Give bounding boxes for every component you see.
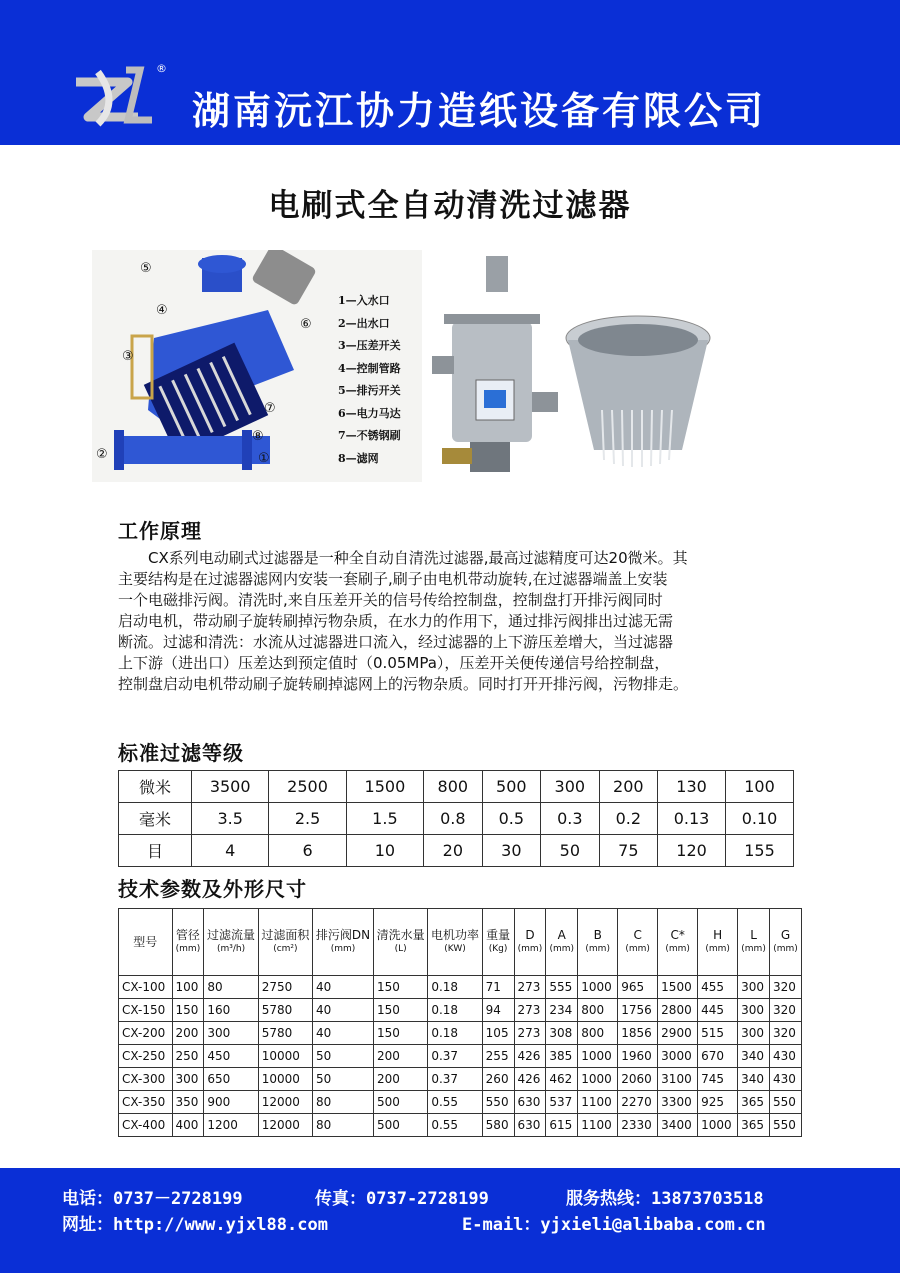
tech-column-header	[172, 909, 204, 976]
header-banner	[0, 0, 900, 145]
hotline-text: 服务热线：13873703518	[566, 1189, 764, 1209]
tech-cell: 160	[204, 999, 258, 1022]
tech-cell: 260	[482, 1068, 514, 1091]
tech-cell: 200	[172, 1022, 204, 1045]
tech-cell: 255	[482, 1045, 514, 1068]
tech-header-unit: (mm)	[517, 944, 543, 954]
tech-header-label: 电机功率	[430, 928, 479, 942]
tech-cell: 0.37	[428, 1045, 482, 1068]
grade-cell: 3500	[192, 771, 269, 803]
tech-cell: 450	[204, 1045, 258, 1068]
tech-header-label: 过滤流量	[207, 928, 256, 942]
tech-header-label: L	[750, 928, 757, 942]
tech-cell: 273	[514, 999, 546, 1022]
tech-cell: 50	[313, 1045, 374, 1068]
tech-cell: 426	[514, 1068, 546, 1091]
tech-cell: 5780	[258, 999, 312, 1022]
legend-item: 4—控制管路	[338, 361, 401, 375]
tech-column-header	[618, 909, 658, 976]
grade-row	[119, 803, 794, 835]
tech-cell: 150	[373, 976, 427, 999]
tech-column-header	[482, 909, 514, 976]
tech-cell: 0.18	[428, 1022, 482, 1045]
filter-product-photo	[432, 252, 562, 484]
tech-cell: 430	[769, 1045, 801, 1068]
tech-column-header	[658, 909, 698, 976]
tech-header-unit: (cm²)	[273, 944, 298, 954]
tech-cell: 650	[204, 1068, 258, 1091]
tech-cell: 2330	[618, 1114, 658, 1137]
tech-header-label: 过滤面积	[261, 928, 310, 942]
grades-heading: 标准过滤等级	[118, 741, 244, 765]
filter-screen-photo	[560, 310, 715, 482]
tech-cell: 1500	[658, 976, 698, 999]
principle-paragraph	[118, 548, 808, 695]
footer-banner	[0, 1168, 900, 1273]
tech-cell: 234	[546, 999, 578, 1022]
tech-cell: 320	[769, 999, 801, 1022]
grade-cell: 50	[541, 835, 600, 867]
tech-header-unit: (m³/h)	[216, 944, 246, 954]
tech-cell: 3000	[658, 1045, 698, 1068]
legend-item: 5—排污开关	[338, 384, 401, 397]
fax-text: 传真：0737-2728199	[315, 1189, 489, 1209]
tech-cell: 3100	[658, 1068, 698, 1091]
grade-cell: 0.5	[482, 803, 541, 835]
grade-cell: 0.2	[599, 803, 658, 835]
grade-cell: 800	[424, 771, 483, 803]
legend-item: 1—入水口	[338, 294, 390, 307]
tech-column-header	[258, 909, 312, 976]
tech-cell: 80	[204, 976, 258, 999]
website-link[interactable]: 网址：http://www.yjxl88.com	[62, 1215, 328, 1235]
tech-header-unit: (mm)	[175, 944, 201, 954]
grade-row	[119, 835, 794, 867]
model-cell: CX-300	[119, 1068, 173, 1091]
grade-cell: 0.13	[658, 803, 726, 835]
tech-header-unit: (mm)	[549, 944, 575, 954]
legend-item: 7—不锈钢刷	[338, 429, 401, 442]
grade-cell: 200	[599, 771, 658, 803]
tech-column-header	[428, 909, 482, 976]
tech-cell: 550	[769, 1091, 801, 1114]
grade-cell: 3.5	[192, 803, 269, 835]
tech-header-unit: (mm)	[330, 944, 356, 954]
tech-cell: 550	[482, 1091, 514, 1114]
grade-cell: 6	[269, 835, 346, 867]
tech-cell: 0.18	[428, 976, 482, 999]
tech-cell: 250	[172, 1045, 204, 1068]
tech-cell: 925	[698, 1091, 738, 1114]
tech-cell: 365	[738, 1091, 770, 1114]
tech-header-label: H	[713, 928, 723, 942]
grade-cell: 0.3	[541, 803, 600, 835]
tech-cell: 0.55	[428, 1091, 482, 1114]
tech-cell: 400	[172, 1114, 204, 1137]
tech-header-label: C*	[670, 928, 685, 942]
tech-column-header	[373, 909, 427, 976]
model-cell: CX-150	[119, 999, 173, 1022]
phone-text: 电话：0737－2728199	[62, 1189, 243, 1209]
grade-cell: 1500	[346, 771, 423, 803]
tech-cell: 200	[373, 1068, 427, 1091]
tech-cell: 40	[313, 976, 374, 999]
principle-line: CX系列电动刷式过滤器是一种全自动自清洗过滤器,最高过滤精度可达20微米。其	[148, 549, 688, 567]
tech-cell: 308	[546, 1022, 578, 1045]
diagram-legend	[338, 290, 401, 470]
grade-cell: 130	[658, 771, 726, 803]
tech-cell: 320	[769, 1022, 801, 1045]
grade-cell: 500	[482, 771, 541, 803]
tech-cell: 555	[546, 976, 578, 999]
tech-cell: 745	[698, 1068, 738, 1091]
grade-cell: 100	[726, 771, 794, 803]
tech-header-label: B	[593, 928, 602, 942]
tech-row	[119, 999, 802, 1022]
grade-cell: 155	[726, 835, 794, 867]
tech-cell: 300	[738, 976, 770, 999]
tech-row	[119, 1045, 802, 1068]
tech-cell: 94	[482, 999, 514, 1022]
tech-cell: 1960	[618, 1045, 658, 1068]
tech-cell: 1000	[578, 1045, 618, 1068]
tech-cell: 615	[546, 1114, 578, 1137]
page-title: 电刷式全自动清洗过滤器	[268, 188, 632, 224]
tech-cell: 40	[313, 1022, 374, 1045]
tech-cell: 300	[738, 1022, 770, 1045]
tech-cell: 1000	[578, 1068, 618, 1091]
tech-header-label: 型号	[133, 935, 158, 949]
tech-header-unit: (L)	[394, 944, 407, 954]
principle-line: 一个电磁排污阀。清洗时,来自压差开关的信号传给控制盘，控制盘打开排污阀同时	[118, 591, 663, 609]
tech-cell: 430	[769, 1068, 801, 1091]
grade-cell: 30	[482, 835, 541, 867]
email-link[interactable]: E-mail：yjxieli@alibaba.com.cn	[462, 1215, 766, 1235]
grade-cell: 10	[346, 835, 423, 867]
tech-cell: 100	[172, 976, 204, 999]
tech-cell: 965	[618, 976, 658, 999]
tech-header-label: C	[633, 928, 642, 942]
tech-cell: 0.18	[428, 999, 482, 1022]
tech-header-unit: (mm)	[665, 944, 690, 954]
tech-header-unit: (mm)	[741, 944, 766, 954]
model-cell: CX-400	[119, 1114, 173, 1137]
tech-cell: 300	[738, 999, 770, 1022]
tech-cell: 445	[698, 999, 738, 1022]
tech-column-header	[578, 909, 618, 976]
tech-column-header	[546, 909, 578, 976]
tech-cell: 365	[738, 1114, 770, 1137]
tech-row	[119, 1022, 802, 1045]
svg-text:⑧: ⑧	[252, 429, 264, 444]
tech-row	[119, 1091, 802, 1114]
tech-header-unit: (KW)	[444, 944, 466, 954]
tech-header-label: A	[557, 928, 566, 942]
tech-cell: 40	[313, 999, 374, 1022]
tech-row	[119, 1068, 802, 1091]
tech-header-unit: (Kg)	[488, 944, 508, 954]
grade-row-label: 微米	[119, 771, 192, 803]
tech-cell: 385	[546, 1045, 578, 1068]
tech-header-label: 清洗水量	[376, 928, 425, 942]
tech-cell: 300	[172, 1068, 204, 1091]
tech-cell: 320	[769, 976, 801, 999]
grade-row-label: 毫米	[119, 803, 192, 835]
tech-cell: 2270	[618, 1091, 658, 1114]
tech-cell: 10000	[258, 1068, 312, 1091]
registered-mark: ®	[156, 62, 167, 75]
tech-cell: 150	[373, 1022, 427, 1045]
tech-cell: 1100	[578, 1091, 618, 1114]
tech-cell: 12000	[258, 1091, 312, 1114]
tech-cell: 426	[514, 1045, 546, 1068]
tech-spec-table	[118, 908, 802, 1137]
tech-cell: 1200	[204, 1114, 258, 1137]
svg-text:②: ②	[96, 447, 108, 462]
tech-cell: 462	[546, 1068, 578, 1091]
tech-cell: 0.37	[428, 1068, 482, 1091]
principle-line: 启动电机，带动刷子旋转刷掉污物杂质，在水力的作用下，通过排污阀排出过滤无需	[118, 612, 674, 630]
model-cell: CX-250	[119, 1045, 173, 1068]
principle-line: 上下游（进出口）压差达到预定值时（0.05MPa），压差开关便传递信号给控制盘，	[118, 654, 670, 672]
tech-cell: 3400	[658, 1114, 698, 1137]
tech-cell: 900	[204, 1091, 258, 1114]
grade-cell: 0.10	[726, 803, 794, 835]
tech-cell: 340	[738, 1068, 770, 1091]
legend-item: 2—出水口	[338, 316, 390, 330]
model-cell: CX-350	[119, 1091, 173, 1114]
principle-line: 主要结构是在过滤器滤网内安装一套刷子,刷子由电机带动旋转,在过滤器端盖上安装	[118, 570, 668, 588]
legend-item: 8—滤网	[338, 451, 379, 465]
model-cell: CX-100	[119, 976, 173, 999]
tech-cell: 105	[482, 1022, 514, 1045]
tech-cell: 800	[578, 1022, 618, 1045]
tech-cell: 2750	[258, 976, 312, 999]
svg-text:④: ④	[156, 303, 168, 318]
tech-row	[119, 1114, 802, 1137]
tech-header-unit: (mm)	[625, 944, 650, 954]
tech-header-label: D	[525, 928, 535, 942]
tech-cell: 150	[373, 999, 427, 1022]
tech-cell: 80	[313, 1091, 374, 1114]
company-logo	[68, 62, 158, 132]
tech-column-header	[738, 909, 770, 976]
tech-cell: 500	[373, 1114, 427, 1137]
tech-cell: 273	[514, 1022, 546, 1045]
tech-column-header	[204, 909, 258, 976]
grade-row-label: 目	[119, 835, 192, 867]
principle-heading: 工作原理	[118, 519, 202, 543]
svg-text:⑤: ⑤	[140, 261, 152, 276]
grade-cell: 120	[658, 835, 726, 867]
grade-cell: 1.5	[346, 803, 423, 835]
grade-cell: 4	[192, 835, 269, 867]
tech-column-header	[698, 909, 738, 976]
tech-cell: 500	[373, 1091, 427, 1114]
grade-cell: 2.5	[269, 803, 346, 835]
tech-header-label: 管径	[175, 928, 200, 942]
svg-text:③: ③	[122, 349, 134, 364]
tech-header-unit: (mm)	[585, 944, 610, 954]
tech-cell: 670	[698, 1045, 738, 1068]
tech-column-header	[769, 909, 801, 976]
tech-column-header	[119, 909, 173, 976]
tech-header-unit: (mm)	[705, 944, 730, 954]
tech-cell: 1756	[618, 999, 658, 1022]
tech-header-label: 排污阀DN	[315, 928, 371, 942]
tech-heading: 技术参数及外形尺寸	[118, 877, 307, 901]
tech-cell: 1856	[618, 1022, 658, 1045]
tech-cell: 580	[482, 1114, 514, 1137]
tech-column-header	[313, 909, 374, 976]
legend-item: 3—压差开关	[338, 339, 401, 352]
grade-row	[119, 771, 794, 803]
grade-cell: 20	[424, 835, 483, 867]
tech-cell: 5780	[258, 1022, 312, 1045]
tech-cell: 200	[373, 1045, 427, 1068]
tech-cell: 537	[546, 1091, 578, 1114]
tech-column-header	[514, 909, 546, 976]
company-name: 湖南沅江协力造纸设备有限公司	[192, 89, 767, 133]
tech-cell: 800	[578, 999, 618, 1022]
tech-cell: 273	[514, 976, 546, 999]
tech-cell: 1000	[578, 976, 618, 999]
legend-item: 6—电力马达	[338, 406, 401, 420]
tech-cell: 80	[313, 1114, 374, 1137]
tech-header-label: 重量	[486, 928, 511, 942]
filter-grade-table	[118, 770, 794, 867]
tech-cell: 50	[313, 1068, 374, 1091]
tech-cell: 455	[698, 976, 738, 999]
tech-cell: 515	[698, 1022, 738, 1045]
tech-header-unit: (mm)	[773, 944, 798, 954]
tech-cell: 2060	[618, 1068, 658, 1091]
tech-cell: 350	[172, 1091, 204, 1114]
principle-line: 断流。过滤和清洗：水流从过滤器进口流入，经过滤器的上下游压差增大，当过滤器	[118, 633, 674, 651]
tech-cell: 550	[769, 1114, 801, 1137]
tech-cell: 2800	[658, 999, 698, 1022]
grade-cell: 2500	[269, 771, 346, 803]
tech-cell: 150	[172, 999, 204, 1022]
tech-cell: 630	[514, 1114, 546, 1137]
tech-row	[119, 976, 802, 999]
tech-cell: 340	[738, 1045, 770, 1068]
tech-cell: 1100	[578, 1114, 618, 1137]
tech-cell: 71	[482, 976, 514, 999]
grade-cell: 300	[541, 771, 600, 803]
tech-cell: 10000	[258, 1045, 312, 1068]
tech-cell: 2900	[658, 1022, 698, 1045]
tech-cell: 1000	[698, 1114, 738, 1137]
model-cell: CX-200	[119, 1022, 173, 1045]
tech-cell: 3300	[658, 1091, 698, 1114]
grade-cell: 75	[599, 835, 658, 867]
svg-text:⑥: ⑥	[300, 317, 312, 332]
principle-line: 控制盘启动电机带动刷子旋转刷掉滤网上的污物杂质。同时打开开排污阀，污物排走。	[118, 675, 689, 693]
tech-cell: 300	[204, 1022, 258, 1045]
tech-cell: 630	[514, 1091, 546, 1114]
tech-header-label: G	[780, 928, 791, 942]
svg-text:①: ①	[258, 451, 270, 466]
svg-text:⑦: ⑦	[264, 401, 276, 416]
tech-cell: 0.55	[428, 1114, 482, 1137]
grade-cell: 0.8	[424, 803, 483, 835]
tech-cell: 12000	[258, 1114, 312, 1137]
